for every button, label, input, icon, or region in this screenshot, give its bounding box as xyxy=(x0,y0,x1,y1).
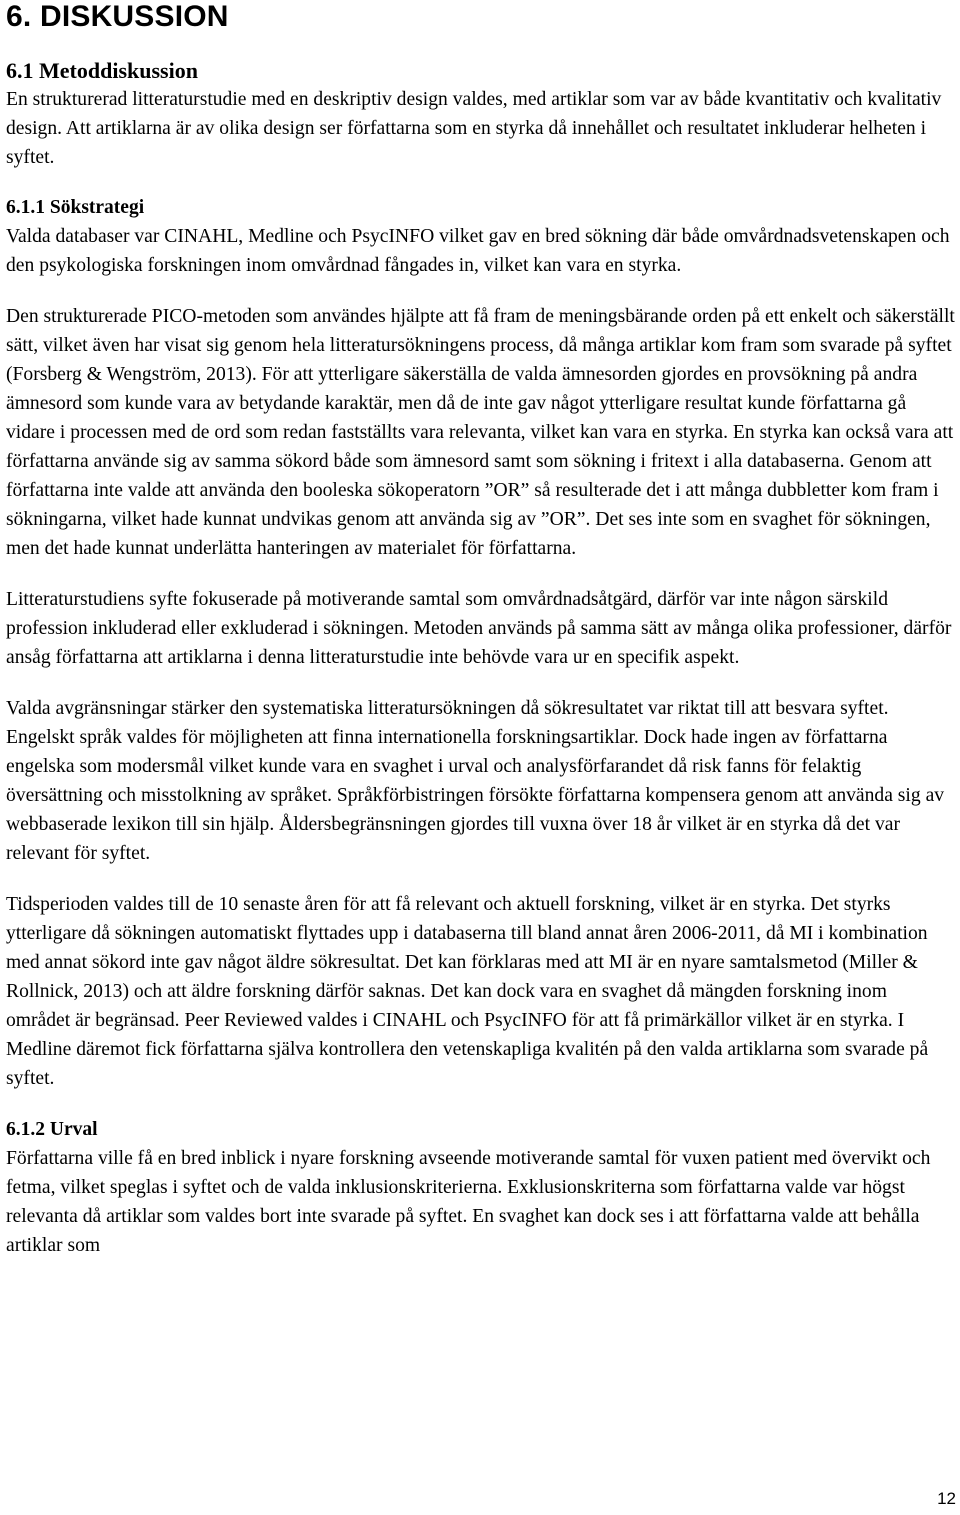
chapter-heading: 6. DISKUSSION xyxy=(6,0,229,33)
section-intro-paragraph: En strukturerad litteraturstudie med en deskriptiv design valdes, med artiklar som var av både kvantitativ och kvalitativ design. Att artiklarna är av olika design ser författarna som en styrka då innehållet och resultatet inkluderar helheten i syftet. xyxy=(6,89,942,168)
paragraph-pico: Den strukturerade PICO-metoden som användes hjälpte att få fram de meningsbärande orden på ett enkelt och säkerställt sätt, vilket även har visat sig genom hela litteratursökningens process, då många artiklar kom fram som svarade på syftet (Forsberg & Wengström, 2013). För att ytterligare säkerställa de valda ämnesorden gjordes en provsökning på andra ämnesord som kunde vara av betydande karaktär, men då de inte gav något ytterligare resultat kunde författarna gå vidare i processen med de ord som redan fastställts vara relevanta, vilket kan vara en styrka. En styrka kan också vara att författarna använde sig av samma sökord både som ämnesord samt som sökning i fritext i alla databaserna. Genom att författarna inte valde att använda den booleska sökoperatorn ”OR” så resulterade det i att många dubbletter kom fram i sökningarna, vilket hade kunnat undvikas genom att använda sig av ”OR”. Det ses inte som en svaghet för sökningen, men det hade kunnat underlätta hanteringen av materialet för författarna. xyxy=(6,306,955,559)
paragraph-databases: Valda databaser var CINAHL, Medline och PsycINFO vilket gav en bred sökning där både omvårdnadsvetenskapen och den psykologiska forskningen inom omvårdnad fångades in, vilket kan vara en styrka. xyxy=(6,226,950,276)
subsection-heading-urval: 6.1.2 Urval xyxy=(6,1119,98,1140)
document-page xyxy=(6,0,956,1260)
paragraph-syfte: Litteraturstudiens syfte fokuserade på motiverande samtal som omvårdnadsåtgärd, därför var inte någon särskild profession inkluderad eller exkluderad i sökningen. Metoden används på samma sätt av många olika professioner, därför ansåg författarna att artiklarna i denna litteraturstudie inte behövde vara ur en specifik aspekt. xyxy=(6,589,952,668)
paragraph-urval: Författarna ville få en bred inblick i nyare forskning avseende motiverande samtal för vuxen patient med övervikt och fetma, vilket speglas i syftet och de valda inklusionskriterierna. Exklusionskriterna som författarna valde var högst relevanta då artiklar som valdes bort inte svarade på syftet. En svaghet kan dock ses i att författarna valde att behålla artiklar som xyxy=(6,1148,931,1256)
subsection-heading-sokstrategi: 6.1.1 Sökstrategi xyxy=(6,197,145,218)
section-heading: 6.1 Metoddiskussion xyxy=(6,58,198,83)
paragraph-avgransningar: Valda avgränsningar stärker den systematiska litteratursökningen då sökresultatet var riktat till att besvara syftet. Engelskt språk valdes för möjligheten att finna internationella forskningsartiklar. Dock hade ingen av författarna engelska som modersmål vilket kunde vara en svaghet i urval och analysförfarandet då risk fanns för felaktig översättning och misstolkning av språket. Språkförbistringen försökte författarna kompensera genom att använda sig av webbaserade lexikon till sin hjälp. Åldersbegränsningen gjordes till vuxna över 18 år vilket är en styrka då det var relevant för syftet. xyxy=(6,698,945,864)
paragraph-tidsperiod: Tidsperioden valdes till de 10 senaste åren för att få relevant och aktuell forskning, vilket är en styrka. Det styrks ytterligare då sökningen automatiskt flyttades upp i databaserna till bland annat åren 2006-2011, då MI i kombination med annat sökord inte gav något äldre sökresultat. Det kan förklaras med att MI är en nyare samtalsmetod (Miller & Rollnick, 2013) och att äldre forskning därför saknas. Det kan dock vara en svaghet då mängden forskning inom området är begränsad. Peer Reviewed valdes i CINAHL och PsycINFO för att få primärkällor vilket är en styrka. I Medline däremot fick författarna själva kontrollera den vetenskapliga kvalitén på den valda artiklarna som svarade på syftet. xyxy=(6,894,929,1089)
page-number: 12 xyxy=(937,1489,956,1508)
